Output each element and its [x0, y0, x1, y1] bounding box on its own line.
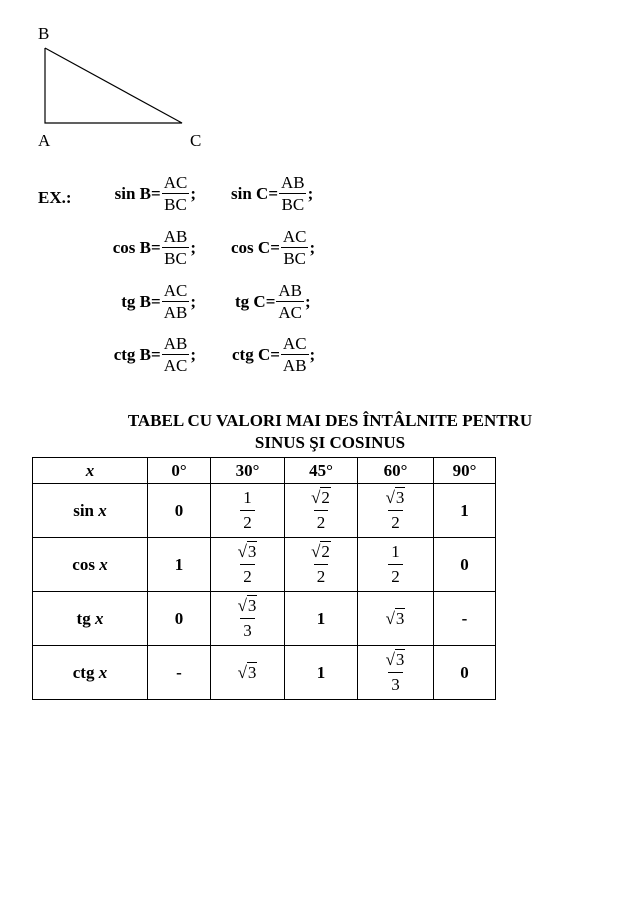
sqrt-icon: √ [385, 488, 395, 507]
numerator: AB [163, 227, 188, 246]
cell-cos-0: 1 [148, 538, 211, 592]
formula-label: sin B= [114, 183, 161, 203]
table-header-row [33, 458, 496, 484]
numerator [383, 488, 409, 510]
sqrt-icon: √ [311, 542, 321, 561]
radicand: 3 [247, 542, 257, 561]
denominator: AB [163, 303, 188, 322]
cell-tg-90: - [434, 592, 496, 646]
denominator: AC [278, 303, 302, 322]
fraction [235, 542, 261, 587]
formula-tg-b [121, 281, 196, 322]
table-row-ctg [33, 646, 496, 700]
fraction [162, 334, 190, 375]
formula-label: tg B= [121, 291, 161, 311]
denominator: BC [283, 249, 307, 268]
sqrt-icon: √ [237, 662, 247, 682]
denominator: 2 [388, 510, 403, 533]
semicolon: ; [190, 344, 196, 364]
radicand: 3 [247, 662, 257, 682]
fraction [279, 173, 307, 214]
fraction [162, 173, 190, 214]
sqrt-icon: √ [385, 650, 395, 669]
cell-ctg-30 [211, 646, 285, 700]
denominator: BC [281, 195, 305, 214]
denominator: 2 [240, 510, 255, 533]
cell-cos-60 [358, 538, 434, 592]
formula-ctg-b [114, 334, 196, 375]
semicolon: ; [190, 237, 196, 257]
variable-x: x [98, 500, 107, 520]
semicolon: ; [305, 291, 311, 311]
table-row-tg [33, 592, 496, 646]
numerator: AB [281, 173, 305, 192]
fraction [308, 542, 334, 587]
numerator: 1 [243, 488, 252, 507]
row-label-tg [33, 592, 148, 646]
variable-x: x [94, 608, 104, 628]
fraction [383, 488, 409, 533]
header-cell-x: x [33, 458, 148, 484]
formula-cos-c [231, 227, 315, 268]
denominator: 2 [314, 510, 329, 533]
vertex-a-label: A [38, 131, 51, 150]
denominator: AB [282, 356, 307, 375]
numerator [235, 542, 261, 564]
sqrt-expression [311, 487, 331, 507]
radicand: 2 [321, 488, 330, 507]
semicolon: ; [190, 183, 196, 203]
function-name: cos [72, 554, 100, 574]
denominator: BC [164, 195, 187, 214]
formula-cos-b [113, 227, 196, 268]
cell-ctg-0: - [148, 646, 211, 700]
sqrt-expression [238, 662, 258, 682]
table-title-line-2: SINUS ŞI COSINUS [254, 433, 406, 452]
cell-tg-30 [211, 592, 285, 646]
fraction [240, 488, 255, 533]
cell-sin-60 [358, 484, 434, 538]
table-row-cos [33, 538, 496, 592]
denominator: AC [163, 356, 188, 375]
denominator: BC [164, 249, 187, 268]
fraction [281, 334, 309, 375]
function-name: tg [76, 608, 95, 628]
cell-ctg-45: 1 [285, 646, 358, 700]
variable-x: x [98, 662, 108, 682]
variable-x: x [99, 554, 108, 574]
formula-ctg-c [232, 334, 315, 375]
sqrt-icon: √ [237, 542, 247, 561]
denominator: 3 [388, 672, 403, 695]
cell-tg-60 [358, 592, 434, 646]
numerator [308, 488, 334, 510]
header-cell-45deg: 45° [285, 458, 358, 484]
sqrt-expression [386, 487, 406, 507]
cell-cos-30 [211, 538, 285, 592]
cell-tg-0: 0 [148, 592, 211, 646]
denominator: 2 [388, 564, 403, 587]
numerator: AC [282, 227, 307, 246]
fraction [162, 227, 190, 268]
cell-cos-45 [285, 538, 358, 592]
denominator: 2 [314, 564, 329, 587]
radicand: 3 [395, 488, 405, 507]
triangle-figure [0, 0, 638, 160]
denominator: 3 [240, 618, 255, 641]
table-row-sin [33, 484, 496, 538]
cell-sin-0: 0 [148, 484, 211, 538]
numerator [308, 542, 334, 564]
formula-sin-b [115, 173, 196, 214]
sqrt-icon: √ [311, 488, 321, 507]
sqrt-expression [238, 541, 258, 561]
header-cell-90deg: 90° [434, 458, 496, 484]
sqrt-icon: √ [385, 608, 395, 628]
numerator: 1 [391, 542, 400, 561]
numerator: AC [163, 281, 188, 300]
sqrt-icon: √ [237, 596, 247, 615]
cell-sin-30 [211, 484, 285, 538]
formula-label: ctg B= [113, 344, 161, 364]
radicand: 2 [321, 542, 330, 561]
sqrt-expression [386, 649, 406, 669]
function-name: ctg [72, 662, 99, 682]
cell-ctg-60 [358, 646, 434, 700]
header-cell-0deg: 0° [148, 458, 211, 484]
radicand: 3 [247, 596, 257, 615]
sqrt-expression [238, 595, 258, 615]
cell-sin-45 [285, 484, 358, 538]
semicolon: ; [309, 344, 316, 364]
vertex-c-label: C [190, 131, 202, 150]
sqrt-expression [386, 608, 406, 628]
triangle-abc [45, 48, 182, 123]
formula-label: cos B= [112, 237, 161, 257]
numerator: AB [278, 281, 302, 300]
formula-label: sin C= [231, 183, 279, 203]
fraction [388, 542, 403, 587]
fraction [235, 596, 261, 641]
formula-tg-c [235, 281, 311, 322]
radicand: 3 [395, 650, 405, 669]
header-cell-60deg: 60° [358, 458, 434, 484]
formula-label: tg C= [235, 291, 276, 311]
header-cell-30deg: 30° [211, 458, 285, 484]
numerator [383, 650, 409, 672]
table-title-line-1: TABEL CU VALORI MAI DES ÎNTÂLNITE PENTRU [127, 411, 533, 430]
row-label-sin [33, 484, 148, 538]
row-label-cos [33, 538, 148, 592]
semicolon: ; [309, 237, 316, 257]
numerator: AC [163, 173, 188, 192]
fraction [281, 227, 309, 268]
radicand: 3 [395, 608, 405, 628]
formula-label: ctg C= [232, 344, 280, 364]
sqrt-expression [311, 541, 331, 561]
numerator [235, 596, 261, 618]
fraction [383, 650, 409, 695]
semicolon: ; [190, 291, 196, 311]
fraction [276, 281, 304, 322]
cell-tg-45: 1 [285, 592, 358, 646]
fraction [162, 281, 190, 322]
numerator: AC [282, 334, 307, 353]
vertex-b-label: B [38, 24, 50, 43]
fraction [308, 488, 334, 533]
cell-cos-90: 0 [434, 538, 496, 592]
trig-values-table [32, 457, 496, 700]
cell-ctg-90: 0 [434, 646, 496, 700]
formula-label: cos C= [231, 237, 280, 257]
row-label-ctg [33, 646, 148, 700]
numerator: AB [163, 334, 188, 353]
cell-sin-90: 1 [434, 484, 496, 538]
denominator: 2 [240, 564, 255, 587]
formula-sin-c [231, 173, 313, 214]
function-name: sin [73, 500, 99, 520]
examples-prefix: EX.: [38, 188, 72, 207]
semicolon: ; [307, 183, 314, 203]
